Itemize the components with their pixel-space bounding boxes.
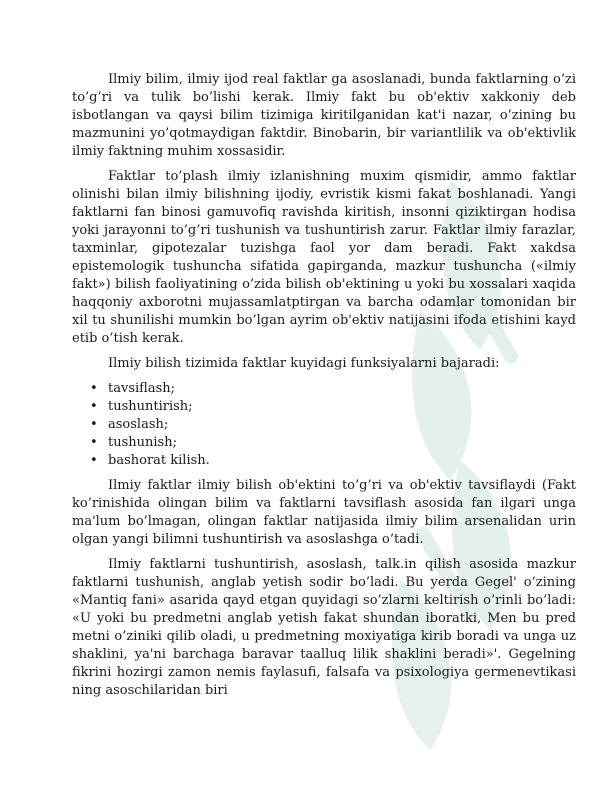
functions-list bbox=[72, 380, 576, 470]
paragraph-4: Ilmiy faktlar ilmiy bilish ob'ektini to’g’ri va ob'ektiv tavsiflaydi (Fakt ko’rinishida olingan bilim va faktlarni tavsiflash asosida fan ilgari unga ma'lum bo’lmagan, olingan faktlar natijasida ilmiy bilim arsenalidan urin olgan yangi bilimni tushuntirish va asoslashga o’tadi. bbox=[72, 478, 576, 547]
list-item: • bashorat kilish. bbox=[108, 452, 576, 470]
list-item: • tushuntirish; bbox=[108, 398, 576, 416]
paragraph-1: Ilmiy bilim, ilmiy ijod real faktlar ga asoslanadi, bunda faktlarning o’zi to’g’ri va tulik bo’lishi kerak. Ilmiy fakt bu ob'ektiv xakkoniy deb isbotlangan va qaysi bilim tizimiga kiritilganidan kat'i nazar, o’zining bu mazmunini yo’qotmaydigan faktdir. Binobarin, bir variantlilik va ob'ektivlik ilmiy faktning muhim xossasidir. bbox=[72, 72, 576, 159]
list-item: • tavsiflash; bbox=[108, 380, 576, 398]
list-item: • asoslash; bbox=[108, 416, 576, 434]
list-item: • tushunish; bbox=[108, 434, 576, 452]
paragraph-2: Faktlar to’plash ilmiy izlanishning muxim qismidir, ammo faktlar olinishi bilan ilmiy bilishning ijodiy, evristik kismi fakat boshlanadi. Yangi faktlarni fan binosi gamuvofiq ravishda kiritish, insonni qiziktirgan hodisa yoki jarayonni to’g’ri tushunish va tushuntirish zarur. Faktlar ilmiy farazlar, taxminlar, gipotezalar tuzishga faol yor dam beradi. Fakt xakdsa epistemologik tushuncha sifatida gapirganda, mazkur tushuncha («ilmiy fakt») bilish faoliyatining o’zida bilish ob'ektining u yoki bu xossalari xaqida haqqoniy axborotni mujassamlatptirgan va barcha odamlar tomonidan bir xil tu shunilishi mumkin bo’lgan ayrim ob'ektiv natijasini ifoda etishini kayd etib o’tish kerak. bbox=[72, 169, 576, 346]
paragraph-5: Ilmiy faktlarni tushuntirish, asoslash, talk.in qilish asosida mazkur faktlarni tushunish, anglab yetish sodir bo’ladi. Bu yerda Gegel' o’zining «Mantiq fani» asarida qayd etgan quyidagi so’zlarni keltirish o’rinli bo’ladi: «U yoki bu predmetni anglab yetish fakat shundan iboratki, Men bu pred metni o’ziniki qilib oladi, u predmetning moxiyatiga kirib boradi va unga uz shaklini, ya'ni barchaga baravar taalluq lilik shaklini beradi»'. Gegelning fikrini hozirgi zamon nemis faylasufi, falsafa va psixologiya germenevtikasi ning asoschilaridan biri bbox=[72, 557, 576, 698]
paragraph-3: Ilmiy bilish tizimida faktlar kuyidagi funksiyalarni bajaradi: bbox=[108, 356, 500, 371]
document-body bbox=[72, 71, 576, 707]
